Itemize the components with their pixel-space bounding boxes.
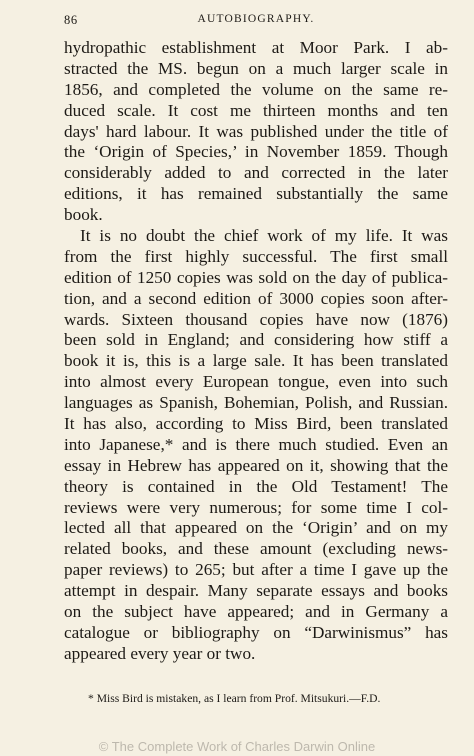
- text-line: into almost every European tongue, even into such: [64, 372, 448, 392]
- text-line: the ‘Origin of Species,’ in November 1859. Though: [64, 142, 448, 162]
- paragraph-1: [64, 38, 448, 226]
- running-head: AUTOBIOGRAPHY.: [197, 13, 315, 25]
- page-number: 86: [64, 13, 78, 27]
- text-line: lected all that appeared on the ‘Origin’ and on my: [64, 518, 448, 538]
- text-line: It has also, according to Miss Bird, been translated: [64, 414, 448, 434]
- text-line: book.: [64, 205, 103, 225]
- page-header: [64, 13, 448, 33]
- paragraph-2: [64, 226, 448, 665]
- text-line: essay in Hebrew has appeared on it, showing that the: [64, 455, 448, 475]
- text-line: duced scale. It cost me thirteen months and ten: [64, 100, 448, 120]
- text-line: related books, and these amount (excluding news-: [64, 539, 448, 559]
- text-line: stracted the MS. begun on a much larger scale in: [64, 58, 448, 78]
- footnote: * Miss Bird is mistaken, as I learn from Prof. Mitsukuri.—F.D.: [88, 692, 381, 705]
- text-line: languages as Spanish, Bohemian, Polish, and Russian.: [64, 393, 448, 413]
- text-line: appeared every year or two.: [64, 643, 256, 663]
- text-line: been sold in England; and considering how stiff a: [64, 330, 448, 350]
- text-line: wards. Sixteen thousand copies have now (1876): [64, 309, 448, 329]
- text-line: edition of 1250 copies was sold on the day of publica-: [64, 267, 448, 287]
- text-line: editions, it has remained substantially the same: [64, 184, 448, 204]
- text-line: reviews were very numerous; for some time I col-: [64, 497, 448, 517]
- text-line: into Japanese,* and is there much studied. Even an: [64, 434, 448, 454]
- text-line: theory is contained in the Old Testament! The: [64, 476, 448, 496]
- copyright-watermark: © The Complete Work of Charles Darwin Online: [98, 739, 376, 754]
- text-line: It is no doubt the chief work of my life. It was: [80, 226, 448, 246]
- text-line: tion, and a second edition of 3000 copies soon after-: [64, 288, 448, 308]
- body-text: [64, 38, 448, 665]
- text-line: considerably added to and corrected in the later: [64, 163, 448, 183]
- text-line: days' hard labour. It was published under the title of: [64, 121, 448, 141]
- text-line: 1856, and completed the volume on the same re-: [64, 79, 448, 99]
- text-line: catalogue or bibliography on “Darwinismus” has: [64, 622, 448, 642]
- text-line: attempt in despair. Many separate essays and books: [64, 581, 448, 601]
- text-line: hydropathic establishment at Moor Park. I ab-: [64, 38, 448, 57]
- text-line: book it is, this is a large sale. It has been translated: [64, 351, 448, 371]
- text-line: paper reviews) to 265; but after a time I gave up the: [64, 560, 448, 580]
- text-line: on the subject have appeared; and in Germany a: [64, 602, 448, 622]
- text-line: from the first highly successful. The first small: [64, 246, 448, 266]
